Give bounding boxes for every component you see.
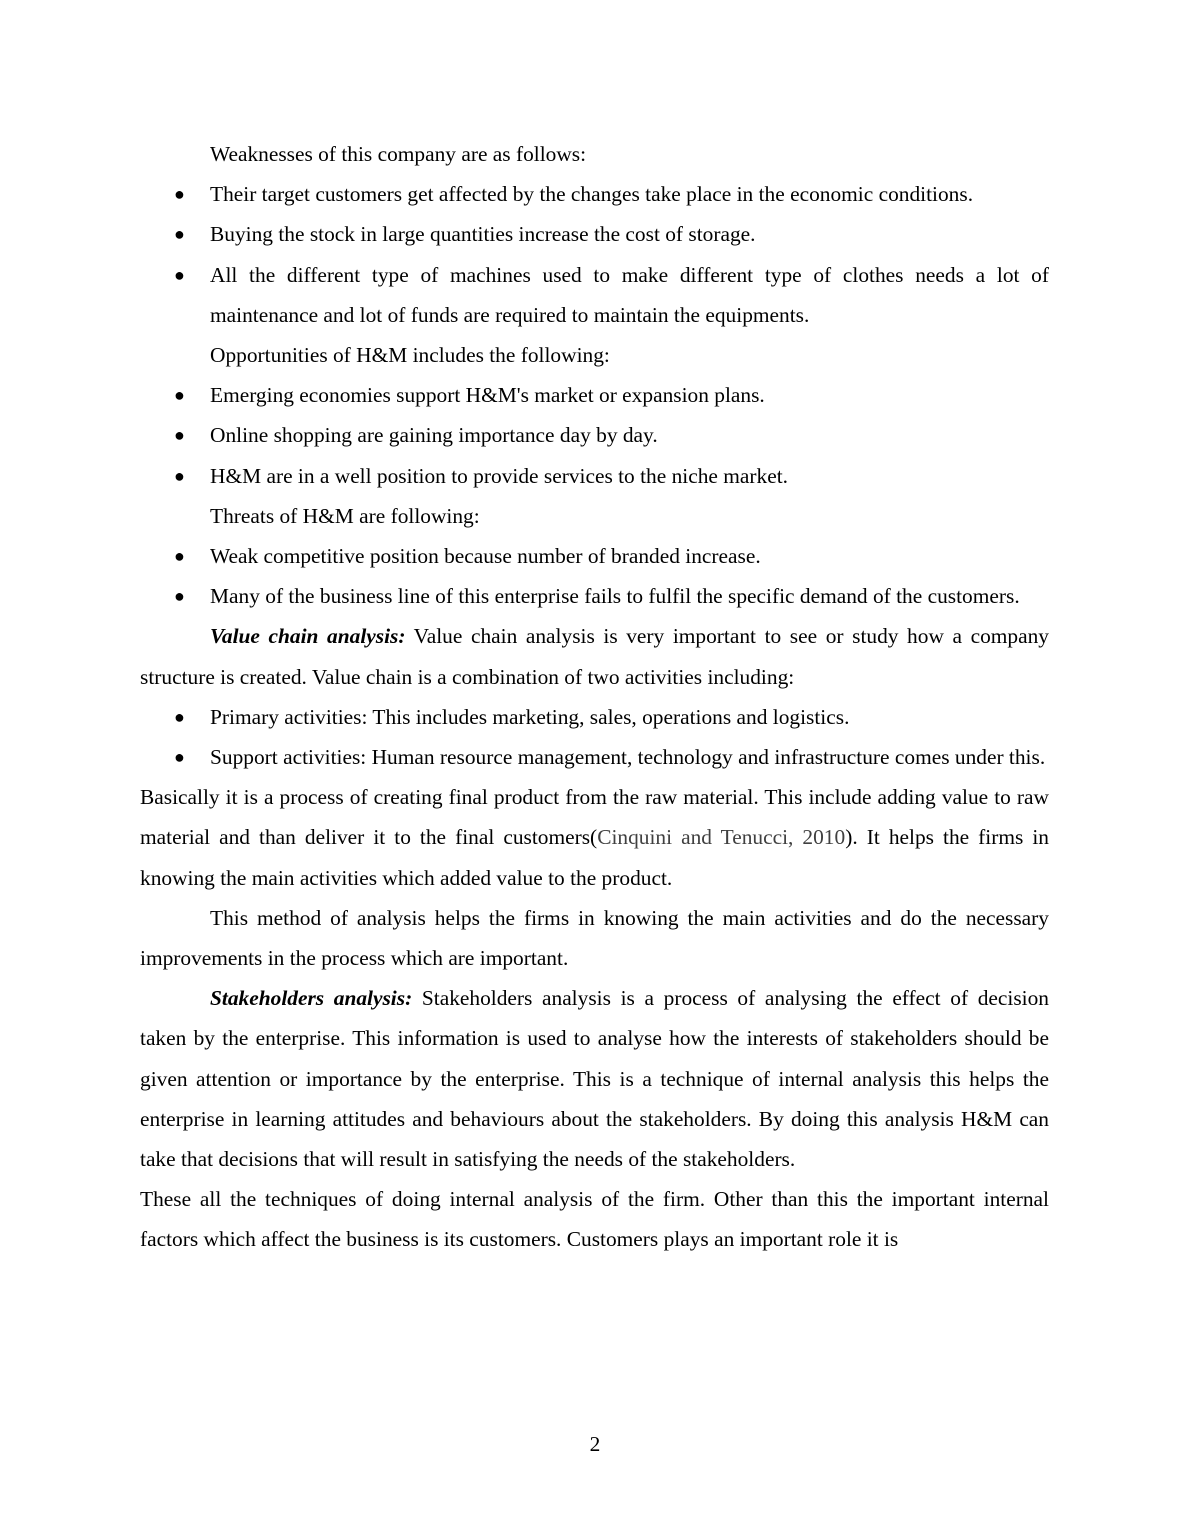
- paragraph-text: ). It helps the firms in knowing the main activities which added value to the product.: [140, 825, 1050, 890]
- list-item-text: Support activities: Human resource management, technology and infrastructure comes under this.: [210, 745, 1046, 770]
- list-item-text: Weak competitive position because number of branded increase.: [210, 544, 761, 569]
- list-item: [140, 697, 1049, 737]
- bullet-icon: ●: [174, 264, 185, 285]
- list-item: [140, 737, 1049, 777]
- value-chain-list: [140, 697, 1049, 777]
- bullet-icon: ●: [174, 385, 185, 406]
- paragraph-text: Basically it is a process of creating final product from the raw material. This include adding value to raw material and than deliver it to the final customers(: [140, 785, 1049, 850]
- stakeholders-text: Stakeholders analysis is a process of analysing the effect of decision taken by the enterprise. This information is used to analyse how the interests of stakeholders should be given attention or importance by the enterprise. This is a technique of internal analysis this helps the enterprise in learning attitudes and behaviours about the stakeholders. By doing this analysis H&M can take that decisions that will result in satisfying the needs of the stakeholders.: [140, 986, 1050, 1172]
- bullet-icon: ●: [174, 747, 185, 768]
- list-item-text: Buying the stock in large quantities increase the cost of storage.: [210, 222, 756, 247]
- threats-list: [140, 536, 1049, 616]
- opportunities-intro: Opportunities of H&M includes the following:: [210, 343, 610, 368]
- bullet-icon: ●: [174, 546, 185, 567]
- list-item-text: Online shopping are gaining importance day by day.: [210, 423, 658, 448]
- list-item-text: Emerging economies support H&M's market or expansion plans.: [210, 383, 765, 408]
- value-chain-text: Value chain analysis is very important to see or study how a company structure is created. Value chain is a combination of two activities including:: [140, 624, 1049, 689]
- bullet-icon: ●: [174, 706, 185, 727]
- stakeholders-heading: Stakeholders analysis:: [210, 986, 413, 1011]
- document-body: [140, 134, 1049, 1260]
- list-item: [140, 415, 1049, 455]
- bullet-icon: ●: [174, 224, 185, 245]
- bullet-icon: ●: [174, 184, 185, 205]
- threats-intro: Threats of H&M are following:: [210, 503, 480, 528]
- page-number: 2: [589, 1432, 601, 1456]
- list-item: [140, 576, 1049, 616]
- bullet-icon: ●: [174, 465, 185, 486]
- opportunities-list: [140, 375, 1049, 496]
- list-item: [140, 536, 1049, 576]
- closing-paragraph: These all the techniques of doing internal analysis of the firm. Other than this the important internal factors which affect the business is its customers. Customers plays an important role it is: [140, 1187, 1049, 1252]
- value-chain-process-paragraph: [140, 777, 1049, 898]
- list-item: [140, 214, 1049, 254]
- bullet-icon: ●: [174, 586, 185, 607]
- list-item-text: Primary activities: This includes marketing, sales, operations and logistics.: [210, 704, 850, 729]
- list-item-text: All the different type of machines used to make different type of clothes needs a lot of maintenance and lot of funds are required to maintain the equipments.: [210, 262, 1049, 327]
- list-item-text: Their target customers get affected by the changes take place in the economic conditions.: [210, 182, 974, 207]
- list-item: [140, 174, 1049, 214]
- bullet-icon: ●: [174, 425, 185, 446]
- weaknesses-list: [140, 174, 1049, 335]
- list-item: [140, 255, 1049, 335]
- list-item: [140, 375, 1049, 415]
- stakeholders-paragraph: [140, 978, 1049, 1179]
- list-item-text: H&M are in a well position to provide services to the niche market.: [210, 463, 788, 488]
- value-chain-paragraph: [140, 616, 1049, 696]
- weaknesses-intro: Weaknesses of this company are as follows:: [210, 142, 587, 166]
- citation: Cinquini and Tenucci, 2010: [597, 825, 846, 850]
- list-item-text: Many of the business line of this enterprise fails to fulfil the specific demand of the customers.: [210, 584, 1020, 609]
- value-chain-method-paragraph: This method of analysis helps the firms in knowing the main activities and do the necessary improvements in the process which are important.: [140, 905, 1049, 971]
- value-chain-heading: Value chain analysis:: [210, 624, 406, 649]
- list-item: [140, 456, 1049, 496]
